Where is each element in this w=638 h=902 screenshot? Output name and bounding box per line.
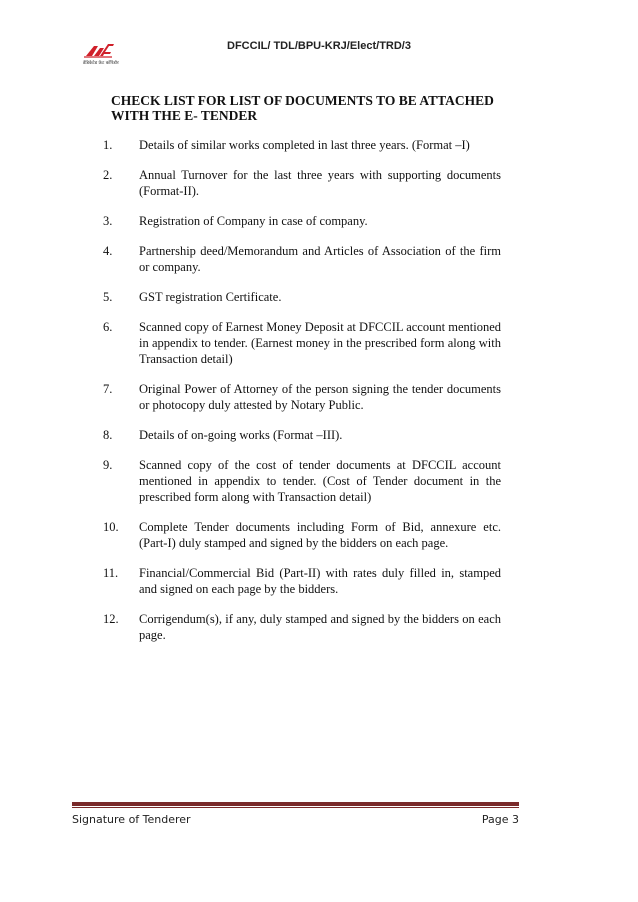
checklist-item-number: 5.: [103, 290, 113, 304]
checklist-item: [103, 565, 501, 597]
checklist-item-number: 9.: [103, 458, 113, 472]
checklist-item: [103, 381, 501, 413]
checklist-item-number: 1.: [103, 138, 113, 152]
checklist-item-text: Details of similar works completed in last three years. (Format –I): [139, 138, 470, 152]
footer-rule: [72, 802, 519, 806]
checklist-item-number: 10.: [103, 520, 119, 534]
checklist-item: [103, 289, 501, 305]
checklist-item-text: Annual Turnover for the last three years with supporting documents (Format-II).: [139, 168, 501, 198]
checklist-item-number: 7.: [103, 382, 113, 396]
checklist-item-text: Corrigendum(s), if any, duly stamped and signed by the bidders on each page.: [139, 612, 501, 642]
checklist-item: [103, 611, 501, 643]
checklist-item: [103, 213, 501, 229]
checklist-item-text: Scanned copy of Earnest Money Deposit at DFCCIL account mentioned in appendix to tender. (Earnest money in the prescribed form along with Transaction detail): [139, 320, 501, 366]
checklist-item-text: Original Power of Attorney of the person signing the tender documents or photocopy duly attested by Notary Public.: [139, 382, 501, 412]
checklist-item-text: Details of on-going works (Format –III).: [139, 428, 343, 442]
checklist-item: [103, 243, 501, 275]
document-reference: DFCCIL/ TDL/BPU-KRJ/Elect/TRD/3: [227, 40, 411, 52]
footer-rule-thin: [72, 807, 519, 808]
checklist-item: [103, 427, 501, 443]
footer-page-number: Page 3: [481, 813, 519, 826]
checklist-item: [103, 167, 501, 199]
checklist-item-number: 2.: [103, 168, 113, 182]
checklist-item: [103, 137, 501, 153]
checklist-item-text: Registration of Company in case of company.: [139, 214, 368, 228]
checklist-item: [103, 519, 501, 551]
checklist-item-text: Complete Tender documents including Form of Bid, annexure etc. (Part-I) duly stamped and signed by the bidders on each page.: [139, 520, 501, 550]
checklist-item-number: 12.: [103, 612, 119, 626]
footer-signature-label: Signature of Tenderer: [72, 813, 191, 826]
checklist-item-text: Partnership deed/Memorandum and Articles of Association of the firm or company.: [139, 244, 501, 274]
checklist-item-number: 3.: [103, 214, 113, 228]
checklist-item-text: Scanned copy of the cost of tender documents at DFCCIL account mentioned in appendix to tender. (Cost of Tender document in the prescribed form along with Transaction detail): [139, 458, 501, 504]
checklist-item-number: 6.: [103, 320, 113, 334]
checklist-heading: CHECK LIST FOR LIST OF DOCUMENTS TO BE ATTACHED WITH THE E- TENDER: [111, 93, 494, 123]
checklist-item: [103, 319, 501, 367]
checklist-item-text: Financial/Commercial Bid (Part-II) with rates duly filled in, stamped and signed on each page by the bidders.: [139, 566, 501, 596]
checklist-item-text: GST registration Certificate.: [139, 290, 282, 304]
checklist-item-number: 11.: [103, 566, 119, 580]
logo-caption: डेडिकेटेड फ्रेट कॉरिडोर: [83, 61, 119, 66]
checklist: [103, 137, 501, 657]
checklist-item-number: 8.: [103, 428, 113, 442]
checklist-item-number: 4.: [103, 244, 113, 258]
checklist-item: [103, 457, 501, 505]
